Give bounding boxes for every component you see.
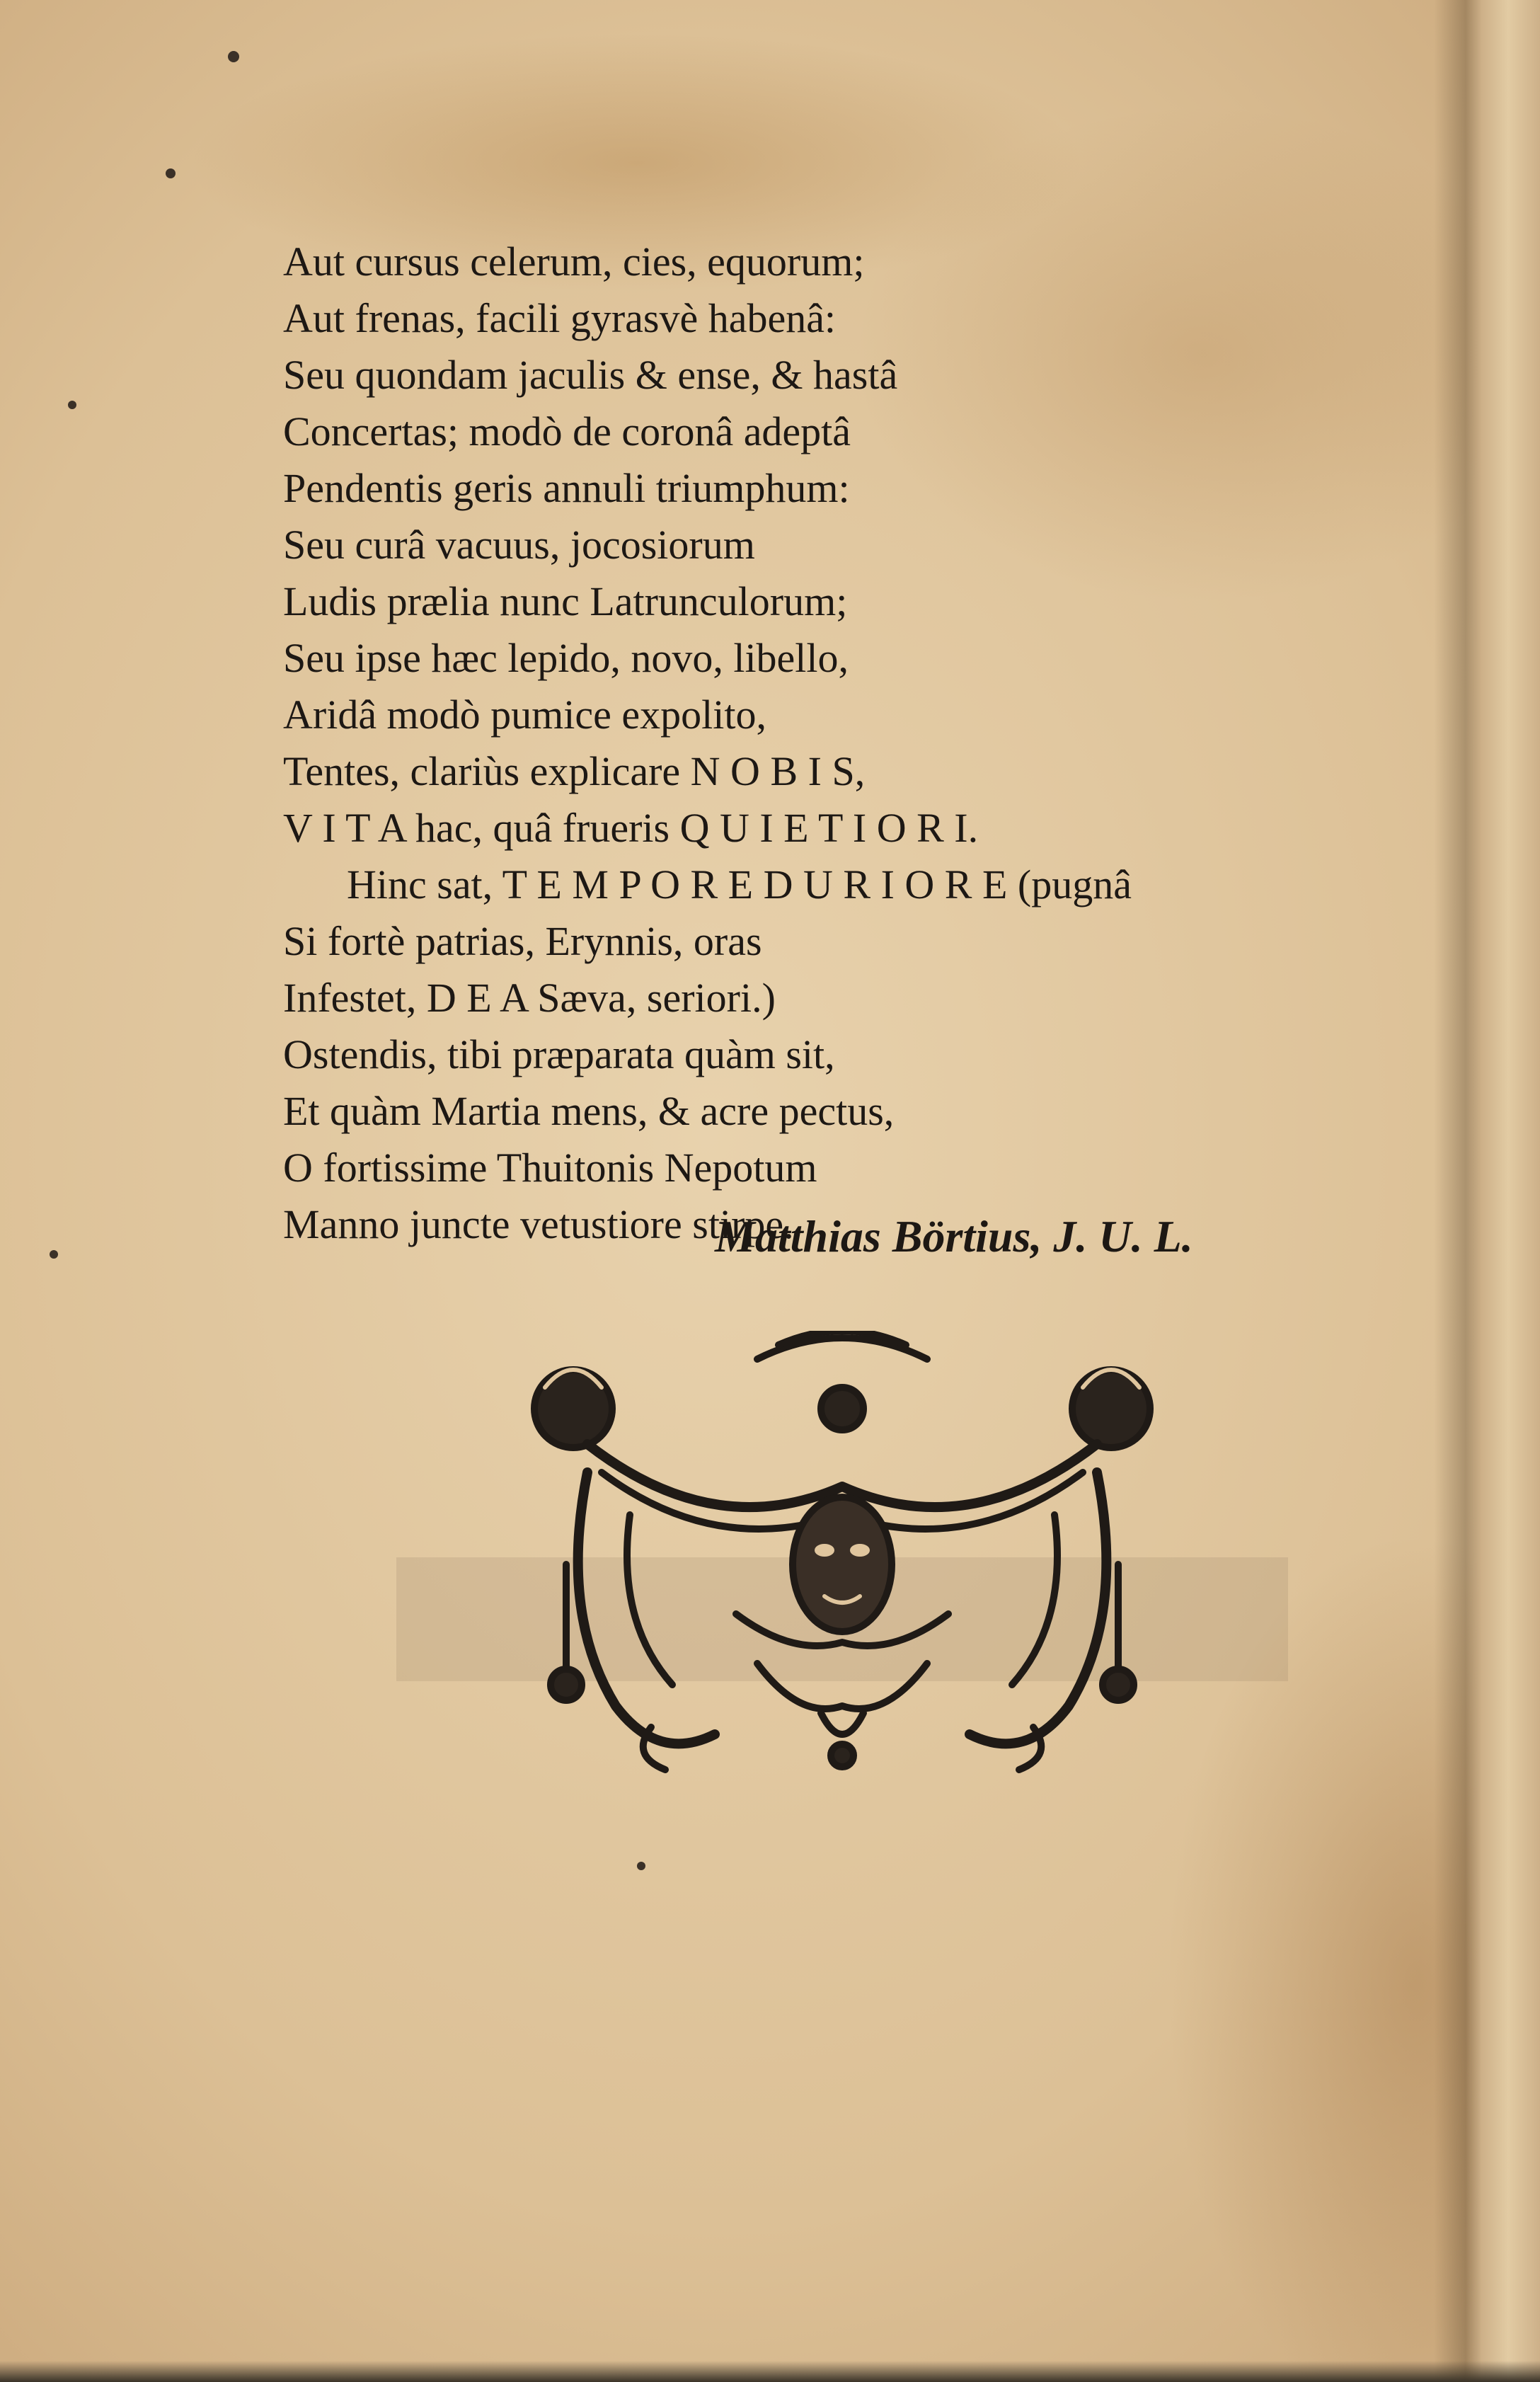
verse-line: Si fortè patrias, Erynnis, oras [283,918,762,964]
ink-spot [68,401,76,409]
verse-line: Aut cursus celerum, cies, equorum; [283,239,865,285]
verse-line: Concertas; modò de coronâ adeptâ [283,408,851,454]
verse-line: Aridâ modò pumice expolito, [283,692,766,738]
verse-line: Infestet, D E A Sæva, seriori.) [283,975,776,1021]
verse-line: Tentes, clariùs explicare N O B I S, [283,748,866,794]
ink-spot [228,51,239,62]
verse-line: Seu curâ vacuus, jocosiorum [283,522,755,568]
woodcut-ornament [524,1331,1161,1791]
verse-line: Ludis prælia nunc Latrunculorum; [283,578,848,624]
verse-line: Pendentis geris annuli triumphum: [283,465,850,511]
verse-line: Aut frenas, facili gyrasvè habenâ: [283,295,837,341]
verse-line: Seu ipse hæc lepido, novo, libello, [283,635,849,681]
verse-line: Hinc sat, T E M P O R E D U R I O R E (pugnâ [347,861,1132,907]
poem-text [283,234,1309,1253]
ink-spot [166,168,176,178]
author-signature: Matthias Börtius, J. U. L. [715,1211,1193,1261]
verse-line: Et quàm Martia mens, & acre pectus, [283,1088,895,1134]
ink-spot [50,1250,58,1259]
verse-line: Manno juncte vetustiore stirpe. [283,1201,794,1247]
verse-line: Seu quondam jaculis & ense, & hastâ [283,352,898,398]
page-bottom-edge [0,2361,1540,2382]
ink-spot [637,1862,645,1870]
verse-line: O fortissime Thuitonis Nepotum [283,1145,817,1191]
verse-line: V I T A hac, quâ frueris Q U I E T I O R I. [283,805,979,851]
verse-line: Ostendis, tibi præparata quàm sit, [283,1031,835,1077]
page-gutter [1434,0,1540,2382]
